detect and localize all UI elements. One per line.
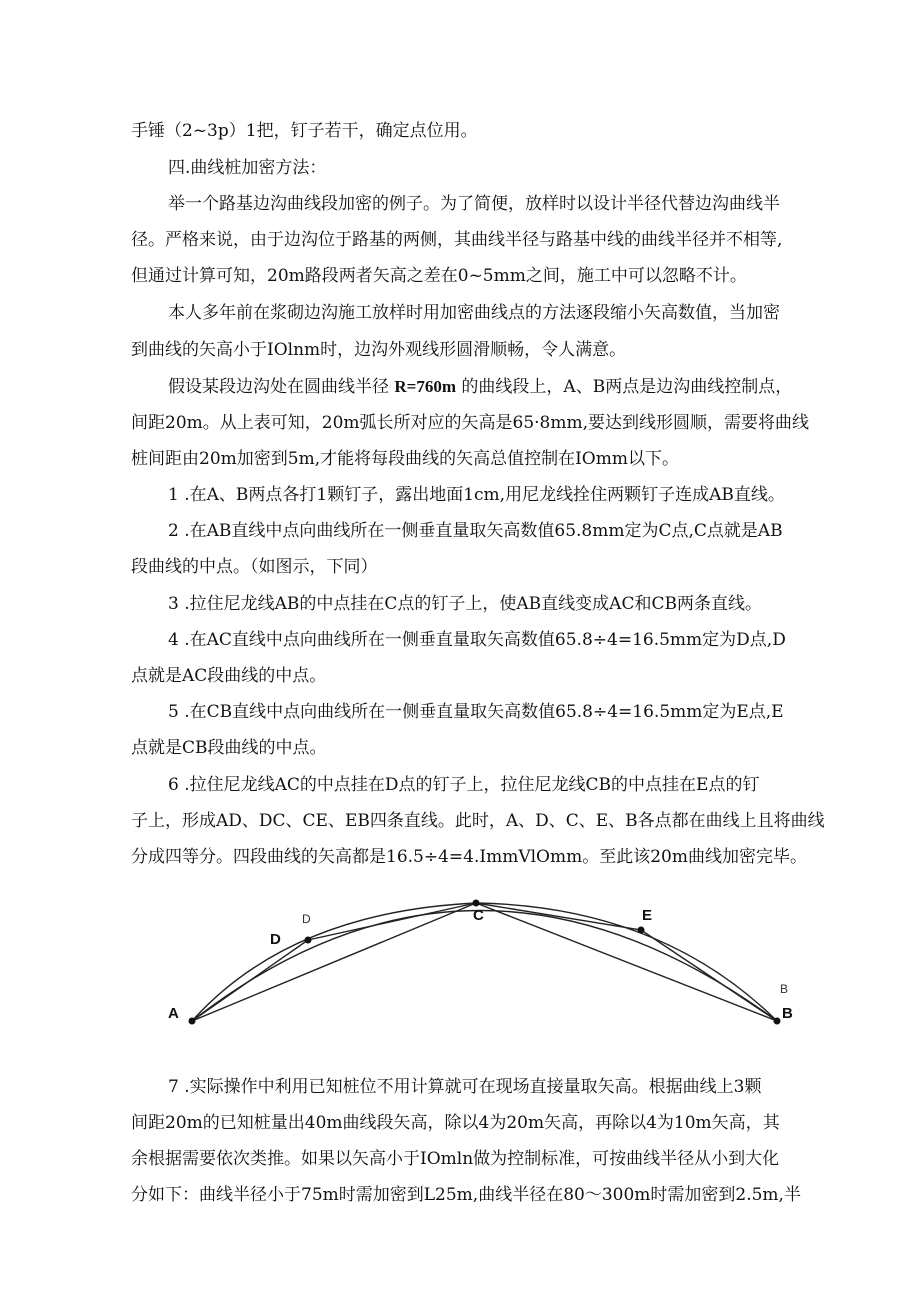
text-line-8-after: 的曲线段上，A、B两点是边沟曲线控制点， [456,377,793,397]
step-1: 1 .在A、B两点各打1颗钉子，露出地面1cm,用尼龙线拴住两颗钉子连成AB直线。 [168,485,785,505]
text-line-6: 本人多年前在浆砌边沟施工放样时用加密曲线点的方法逐段缩小矢高数值，当加密 [168,303,780,323]
label-C: C [473,907,484,924]
label-D-faint: D [302,912,311,926]
text-line-7: 到曲线的矢高小于IOlnm时，边沟外观线形圆滑顺畅，令人满意。 [131,340,627,360]
step-6-cont-1: 子上，形成AD、DC、CE、EB四条直线。此时，A、D、C、E、B各点都在曲线上且将曲线 [131,811,825,831]
text-line-4: 径。严格来说，由于边沟位于路基的两侧，其曲线半径与路基中线的曲线半径并不相等, [131,230,783,250]
text-line-10: 桩间距由20m加密到5m,才能将每段曲线的矢高总值控制在IOmm以下。 [131,449,679,469]
step-4: 4 .在AC直线中点向曲线所在一侧垂直量取矢高数值65.8÷4=16.5mm定为D点,D [168,630,786,650]
step-4-cont: 点就是AC段曲线的中点。 [131,666,327,686]
radius-value: R=760m [394,377,457,396]
label-D: D [270,931,281,948]
text-line-5: 但通过计算可知，20m路段两者矢高之差在0~5mm之间，施工中可以忽略不计。 [131,266,747,286]
point-E [638,927,645,934]
step-7-cont-3: 分如下：曲线半径小于75m时需加密到L25m,曲线半径在80～300m时需加密到2.5m,半 [131,1185,801,1205]
section-heading: 四.曲线桩加密方法： [168,158,327,178]
step-5: 5 .在CB直线中点向曲线所在一侧垂直量取矢高数值65.8÷4=16.5mm定为E点,E [168,702,784,722]
step-7: 7 .实际操作中利用已知桩位不用计算就可在现场直接量取矢高。根据曲线上3颗 [168,1077,762,1097]
step-7-cont-1: 间距20m的已知桩量出40m曲线段矢高，除以4为20m矢高，再除以4为10m矢高，其 [131,1113,780,1133]
text-line-8-before: 假设某段边沟处在圆曲线半径 [168,377,395,397]
text-line-3: 举一个路基边沟曲线段加密的例子。为了简便，放样时以设计半径代替边沟曲线半 [168,194,780,214]
label-B-faint: B [780,982,789,996]
step-6-cont-2: 分成四等分。四段曲线的矢高都是16.5÷4=4.ImmVlOmm。至此该20m曲线加密完毕。 [131,847,807,867]
point-B [774,1018,781,1025]
step-7-cont-2: 余根据需要依次类推。如果以矢高小于IOmln做为控制标准，可按曲线半径从小到大化 [131,1149,780,1169]
point-C [473,900,480,907]
step-3: 3 .拉住尼龙线AB的中点挂在C点的钉子上，使AB直线变成AC和CB两条直线。 [168,594,762,614]
point-D [305,937,312,944]
chord-DC [308,903,476,940]
label-A: A [168,1005,179,1022]
step-2-cont: 段曲线的中点。（如图示，下同） [131,557,378,577]
step-5-cont: 点就是CB段曲线的中点。 [131,738,327,758]
text-line-9: 间距20m。从上表可知，20m弧长所对应的矢高是65·8mm,要达到线形圆顺，需要将曲线 [131,413,809,433]
text-line-1: 手锤（2~3p）1把，钉子若干，确定点位用。 [131,121,478,141]
chord-CB [476,903,777,1021]
label-E: E [642,907,653,924]
chord-AC [192,903,476,1021]
point-A [189,1018,196,1025]
step-6: 6 .拉住尼龙线AC的中点挂在D点的钉子上，拉住尼龙线CB的中点挂在E点的钉 [168,775,760,795]
arc-main [192,911,777,1022]
chord-CE [476,903,641,930]
label-B: B [782,1005,793,1022]
step-2: 2 .在AB直线中点向曲线所在一侧垂直量取矢高数值65.8mm定为C点,C点就是AB [168,521,783,541]
